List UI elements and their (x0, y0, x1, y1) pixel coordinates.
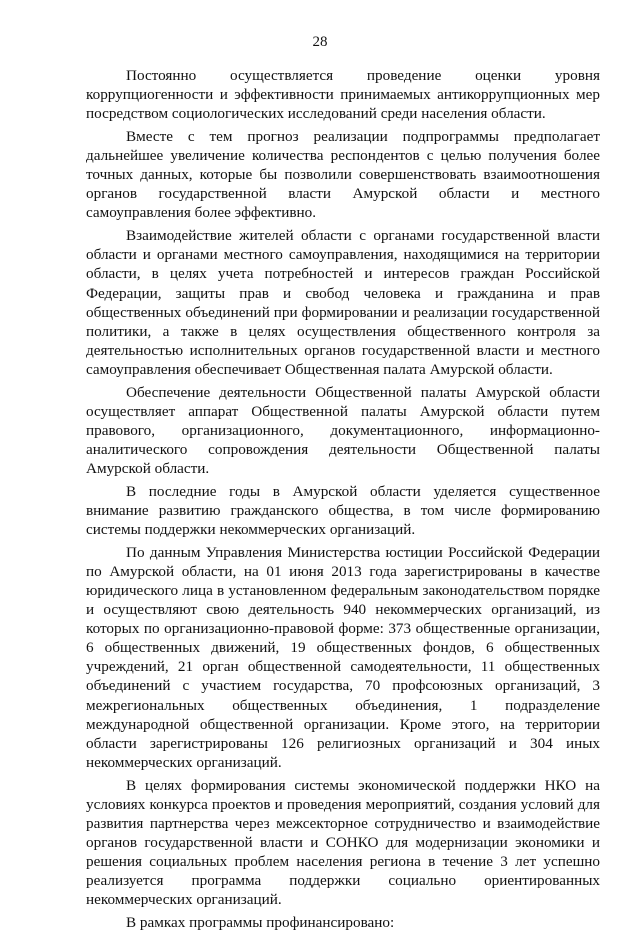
paragraph: В целях формирования системы экономической поддержки НКО на условиях конкурса проектов и проведения мероприятий, создания условий для развития партнерства через межсекторное сотрудничество и взаимодействие органов государственной власти и СОНКО для модернизации экономики и решения социальных проблем населения региона в течение 3 лет успешно реализуется программа поддержки социально ориентированных некоммерческих организаций. (86, 776, 600, 908)
paragraph: Обеспечение деятельности Общественной палаты Амурской области осуществляет аппарат Общественной палаты Амурской области путем правового, организационного, документационного, информационно-аналитического сопровождения деятельности Общественной палаты Амурской области. (86, 383, 600, 477)
paragraph: В рамках программы профинансировано: (126, 914, 395, 932)
paragraph: Вместе с тем прогноз реализации подпрограммы предполагает дальнейшее увеличение количества респондентов с целью получения более точных данных, которые бы позволили совершенствовать взаимоотношения органов государственной власти Амурской области и местного самоуправления более эффективно. (86, 128, 600, 222)
paragraph: По данным Управления Министерства юстиции Российской Федерации по Амурской области, на 01 июня 2013 года зарегистрированы в качестве юридического лица в установленном федеральным законодательством порядке и осуществляют свою деятельность 940 некоммерческих организаций, из которых по организационно-правовой форме: 373 общественные организации, 6 общественных движений, 19 общественных фондов, 6 общественных учреждений, 21 орган общественной самодеятельности, 11 общественных объединений с участием государства, 70 профсоюзных организаций, 3 межрегиональных общественных объединения, 1 подразделение международной общественной организации. Кроме этого, на территории области зарегистрированы 126 религиозных организаций и 304 иных некоммерческих организаций. (86, 544, 600, 771)
paragraph: Взаимодействие жителей области с органами государственной власти области и органами местного самоуправления, находящимися на территории области, в целях учета потребностей и интересов граждан Российской Федерации, защиты прав и свобод человека и гражданина и прав общественных объединений при формировании и реализации государственной политики, а также в целях осуществления общественного контроля за деятельностью исполнительных органов государственной власти и местного самоуправления обеспечивает Общественная палата Амурской области. (86, 227, 600, 378)
paragraph: В последние годы в Амурской области уделяется существенное внимание развитию гражданского общества, в том числе формированию системы поддержки некоммерческих организаций. (86, 482, 600, 539)
document-body (86, 66, 600, 936)
page-number: 28 (312, 34, 328, 50)
paragraph: Постоянно осуществляется проведение оценки уровня коррупциогенности и эффективности принимаемых антикоррупционных мер посредством социологических исследований среди населения области. (86, 67, 600, 123)
